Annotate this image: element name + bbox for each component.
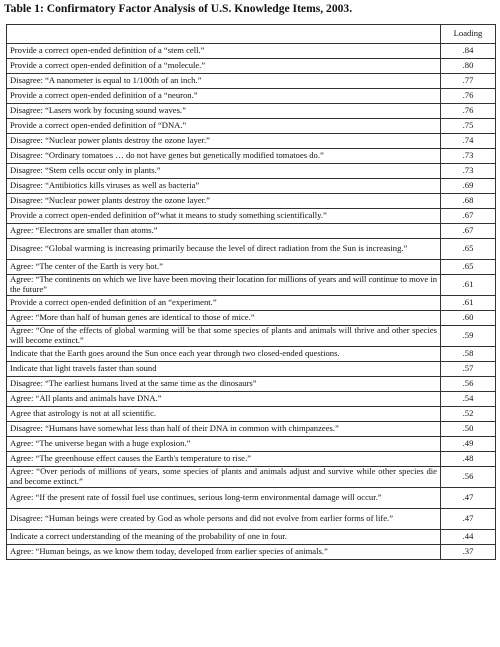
loading-value-cell: .60	[441, 311, 496, 326]
loading-value-cell: .75	[441, 119, 496, 134]
item-text-cell: Disagree: “Lasers work by focusing sound waves.”	[7, 104, 441, 119]
table-row	[7, 326, 496, 347]
loading-value-cell: .47	[441, 509, 496, 530]
factor-loading-table	[6, 24, 496, 560]
loading-value-cell: .61	[441, 275, 496, 296]
table-row	[7, 347, 496, 362]
loading-value-cell: .74	[441, 134, 496, 149]
table-row	[7, 509, 496, 530]
table-row	[7, 119, 496, 134]
table-row	[7, 194, 496, 209]
item-text-cell: Provide a correct open-ended definition of a “molecule.”	[7, 59, 441, 74]
loading-value-cell: .59	[441, 326, 496, 347]
item-text-cell: Disagree: “Ordinary tomatoes … do not have genes but genetically modified tomatoes do.”	[7, 149, 441, 164]
item-text-cell: Agree: “One of the effects of global warming will be that some species of plants and animals will thrive and other species will become extinct.”	[7, 326, 441, 347]
item-column-header	[7, 25, 441, 44]
table-body	[7, 44, 496, 560]
item-text-cell: Disagree: “Humans have somewhat less than half of their DNA in common with chimpanzees.”	[7, 422, 441, 437]
item-text-cell: Agree: “More than half of human genes are identical to those of mice.”	[7, 311, 441, 326]
loading-value-cell: .54	[441, 392, 496, 407]
loading-value-cell: .48	[441, 452, 496, 467]
loading-value-cell: .56	[441, 377, 496, 392]
item-text-cell: Disagree: “Human beings were created by God as whole persons and did not evolve from earlier forms of life.”	[7, 509, 441, 530]
table-caption: Table 1: Confirmatory Factor Analysis of U.S. Knowledge Items, 2003.	[4, 2, 353, 15]
table-row	[7, 545, 496, 560]
table-row	[7, 407, 496, 422]
item-text-cell: Provide a correct open-ended definition of“what it means to study something scientifically.”	[7, 209, 441, 224]
table-row	[7, 104, 496, 119]
loading-value-cell: .56	[441, 467, 496, 488]
table-row	[7, 377, 496, 392]
table-row	[7, 89, 496, 104]
item-text-cell: Disagree: “A nanometer is equal to 1/100th of an inch.”	[7, 74, 441, 89]
table-row	[7, 149, 496, 164]
item-text-cell: Agree: “The continents on which we live have been moving their location for millions of years and will continue to move in the future”	[7, 275, 441, 296]
loading-value-cell: .47	[441, 488, 496, 509]
item-text-cell: Disagree: “Antibiotics kills viruses as well as bacteria”	[7, 179, 441, 194]
loading-value-cell: .58	[441, 347, 496, 362]
item-text-cell: Disagree: “Stem cells occur only in plants.”	[7, 164, 441, 179]
loading-value-cell: .68	[441, 194, 496, 209]
table-row	[7, 239, 496, 260]
loading-value-cell: .84	[441, 44, 496, 59]
item-text-cell: Agree: “Human beings, as we know them today, developed from earlier species of animals.”	[7, 545, 441, 560]
item-text-cell: Disagree: “Nuclear power plants destroy the ozone layer.”	[7, 194, 441, 209]
loading-value-cell: .69	[441, 179, 496, 194]
item-text-cell: Agree: “Over periods of millions of years, some species of plants and animals adjust and survive while other species die and become extinct.”	[7, 467, 441, 488]
loading-value-cell: .44	[441, 530, 496, 545]
loading-value-cell: .61	[441, 296, 496, 311]
table-row	[7, 164, 496, 179]
loading-value-cell: .37	[441, 545, 496, 560]
loading-value-cell: .65	[441, 239, 496, 260]
item-text-cell: Provide a correct open-ended definition of “DNA.”	[7, 119, 441, 134]
item-text-cell: Indicate a correct understanding of the meaning of the probability of one in four.	[7, 530, 441, 545]
loading-value-cell: .77	[441, 74, 496, 89]
table-row	[7, 74, 496, 89]
table-row	[7, 437, 496, 452]
item-text-cell: Agree: “The center of the Earth is very hot.”	[7, 260, 441, 275]
table-row	[7, 44, 496, 59]
loading-value-cell: .73	[441, 149, 496, 164]
table-row	[7, 179, 496, 194]
item-text-cell: Agree that astrology is not at all scientific.	[7, 407, 441, 422]
loading-value-cell: .80	[441, 59, 496, 74]
item-text-cell: Agree: “The universe began with a huge explosion.”	[7, 437, 441, 452]
item-text-cell: Agree: “If the present rate of fossil fuel use continues, serious long-term environmental damage will occur.”	[7, 488, 441, 509]
item-text-cell: Provide a correct open-ended definition of a “stem cell.”	[7, 44, 441, 59]
loading-value-cell: .57	[441, 362, 496, 377]
table-row	[7, 488, 496, 509]
table-header-row	[7, 25, 496, 44]
table-row	[7, 224, 496, 239]
table-row	[7, 59, 496, 74]
table-row	[7, 422, 496, 437]
item-text-cell: Provide a correct open-ended definition of a “neuron.”	[7, 89, 441, 104]
item-text-cell: Agree: “Electrons are smaller than atoms.”	[7, 224, 441, 239]
item-text-cell: Disagree: “Global warming is increasing primarily because the level of direct radiation from the Sun is increasing.”	[7, 239, 441, 260]
loading-value-cell: .67	[441, 224, 496, 239]
table-row	[7, 467, 496, 488]
loading-value-cell: .73	[441, 164, 496, 179]
table-row	[7, 275, 496, 296]
table-row	[7, 260, 496, 275]
table-row	[7, 452, 496, 467]
loading-value-cell: .52	[441, 407, 496, 422]
table-row	[7, 134, 496, 149]
item-text-cell: Indicate that light travels faster than sound	[7, 362, 441, 377]
loading-value-cell: .49	[441, 437, 496, 452]
table-row	[7, 209, 496, 224]
table-row	[7, 296, 496, 311]
item-text-cell: Agree: “All plants and animals have DNA.”	[7, 392, 441, 407]
table-row	[7, 530, 496, 545]
item-text-cell: Disagree: “The earliest humans lived at the same time as the dinosaurs”	[7, 377, 441, 392]
table-row	[7, 362, 496, 377]
loading-value-cell: .76	[441, 104, 496, 119]
loading-column-header: Loading	[441, 25, 496, 44]
item-text-cell: Agree: “The greenhouse effect causes the Earth's temperature to rise.”	[7, 452, 441, 467]
loading-value-cell: .67	[441, 209, 496, 224]
item-text-cell: Provide a correct open-ended definition of an “experiment.”	[7, 296, 441, 311]
item-text-cell: Disagree: “Nuclear power plants destroy the ozone layer.”	[7, 134, 441, 149]
loading-value-cell: .50	[441, 422, 496, 437]
table-row	[7, 311, 496, 326]
table-row	[7, 392, 496, 407]
loading-value-cell: .65	[441, 260, 496, 275]
loading-value-cell: .76	[441, 89, 496, 104]
item-text-cell: Indicate that the Earth goes around the Sun once each year through two closed-ended questions.	[7, 347, 441, 362]
